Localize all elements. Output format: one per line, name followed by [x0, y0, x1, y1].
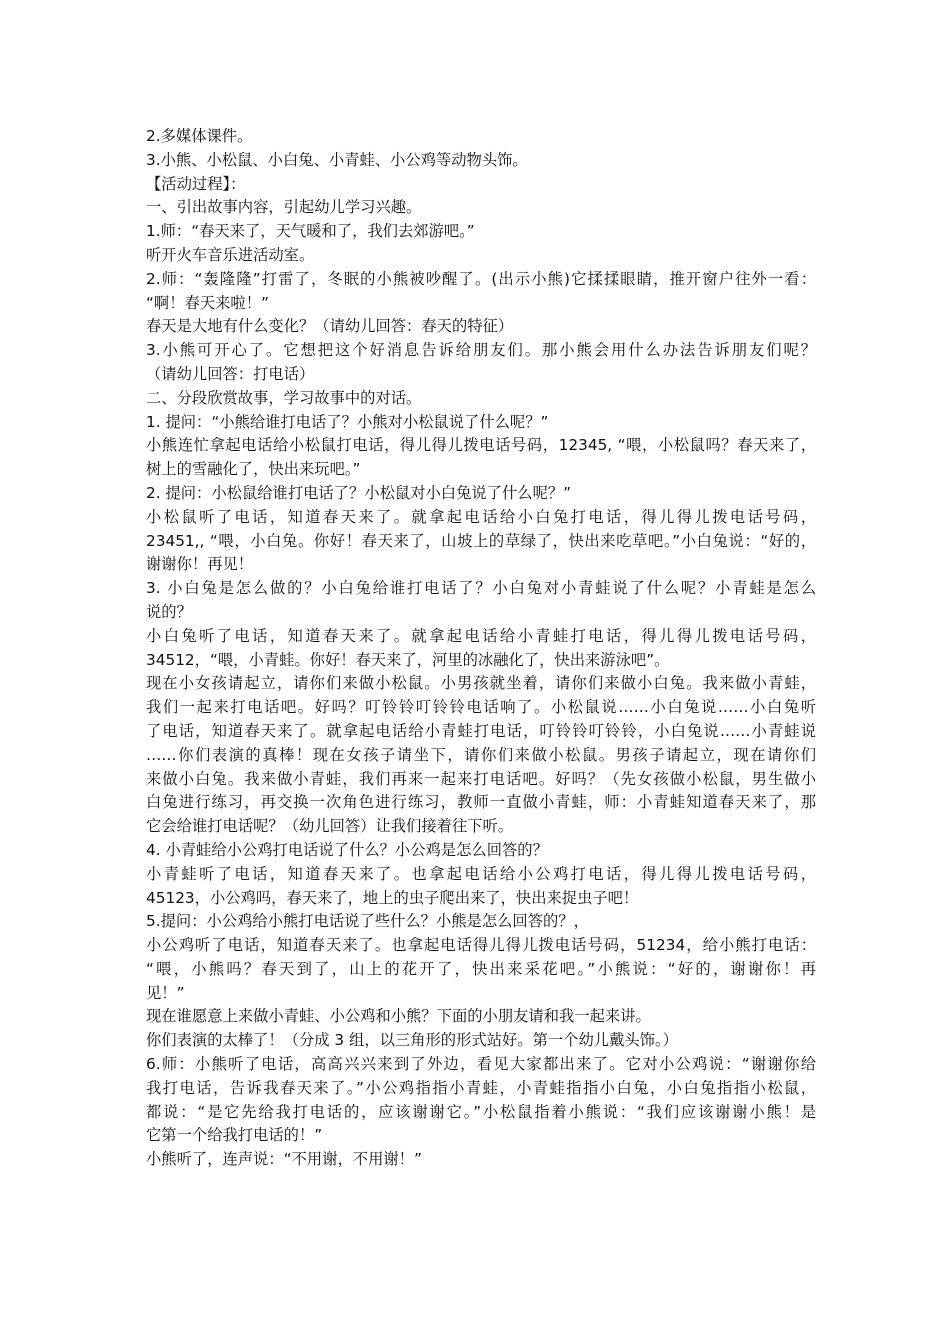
text-line: （请幼儿回答：打电话）	[146, 364, 315, 383]
text-line: 谢谢你！再见！	[146, 555, 254, 574]
text-line: 3. 小白兔是怎么做的？小白兔给谁打电话了？小白兔对小青蛙说了什么呢？小青蛙是怎么	[146, 579, 816, 598]
text-line: 我打电话，告诉我春天来了。”小公鸡指指小青蛙，小青蛙指指小白兔，小白兔指指小松鼠，	[146, 1078, 816, 1097]
text-line: 23451,, “喂，小白兔。你好！春天来了，山坡上的草绿了，快出来吃草吧。”小白兔说：“好的，	[146, 531, 816, 550]
section-heading: 【活动过程】：	[146, 174, 246, 193]
text-line: 6.师：小熊听了电话，高高兴兴来到了外边，看见大家都出来了。它对小公鸡说：“谢谢你给	[146, 1055, 816, 1074]
document-page	[146, 125, 816, 1172]
text-line: 2.多媒体课件。	[146, 127, 253, 145]
section-heading: 一、引出故事内容，引起幼儿学习兴趣。	[146, 198, 422, 217]
text-line: 都说：“是它先给我打电话的，应该谢谢它。”小松鼠指着小熊说：“我们应该谢谢小熊！是	[146, 1102, 816, 1121]
text-line: 小熊听了，连声说：“不用谢，不用谢！”	[146, 1150, 422, 1169]
text-line: 它第一个给我打电话的！”	[146, 1126, 323, 1145]
text-line: 春天是大地有什么变化？（请幼儿回答：春天的特征）	[146, 317, 514, 336]
text-line: “喂，小熊吗？春天到了，山上的花开了，快出来采花吧。”小熊说：“好的，谢谢你！再	[146, 959, 816, 978]
text-line: 来做小白兔。我来做小青蛙，我们再来一起来打电话吧。好吗？（先女孩做小松鼠，男生做小	[146, 769, 816, 788]
text-line: 小熊连忙拿起电话给小松鼠打电话，得儿得儿拨电话号码，12345, “喂，小松鼠吗？春天来了，	[146, 436, 816, 455]
text-line: “啊！春天来啦！”	[146, 293, 269, 312]
text-line: 45123，小公鸡吗，春天来了，地上的虫子爬出来了，快出来捉虫子吧！	[146, 888, 639, 907]
text-line: 小白兔听了电话，知道春天来了。就拿起电话给小青蛙打电话，得儿得儿拨电话号码，	[146, 626, 816, 645]
text-line: 听开火车音乐进活动室。	[146, 245, 315, 264]
text-line: 2.师：“轰隆隆”打雷了，冬眠的小熊被吵醒了。(出示小熊)它揉揉眼睛，推开窗户往外一看：	[146, 269, 816, 288]
text-line: 5.提问：小公鸡给小熊打电话说了些什么？小熊是怎么回答的？，	[146, 912, 589, 931]
text-line: 见！”	[146, 983, 185, 1002]
text-line: 3.小熊、小松鼠、小白兔、小青蛙、小公鸡等动物头饰。	[146, 150, 528, 169]
text-line: 你们表演的太棒了！（分成 3 组，以三角形的形式站好。第一个幼儿戴头饰。）	[146, 1031, 678, 1050]
text-line: 白兔进行练习，再交换一次角色进行练习，教师一直做小青蛙，师：小青蛙知道春天来了，那	[146, 793, 816, 812]
text-line: 树上的雪融化了，快出来玩吧。”	[146, 460, 361, 479]
text-line: 了电话，知道春天来了。就拿起电话给小青蛙打电话，叮铃铃叮铃铃，小白兔说……小青蛙说	[146, 721, 816, 740]
text-line: 4. 小青蛙给小公鸡打电话说了什么？小公鸡是怎么回答的？	[146, 840, 548, 859]
text-line: 它会给谁打电话呢？（幼儿回答）让我们接着往下听。	[146, 817, 514, 836]
text-line: 34512，“喂，小青蛙。你好！春天来了，河里的冰融化了，快出来游泳吧”。	[146, 650, 670, 669]
text-line: 2. 提问：小松鼠给谁打电话了？小松鼠对小白兔说了什么呢？”	[146, 483, 572, 502]
text-line: 我们一起来打电话吧。好吗？叮铃铃叮铃铃电话响了。小松鼠说……小白兔说……小白兔听	[146, 698, 816, 717]
text-line: 现在谁愿意上来做小青蛙、小公鸡和小熊？下面的小朋友请和我一起来讲。	[146, 1007, 651, 1026]
text-line: 现在小女孩请起立，请你们来做小松鼠。小男孩就坐着，请你们来做小白兔。我来做小青蛙，	[146, 674, 816, 693]
text-line: 说的？	[146, 602, 192, 621]
text-line: ……你们表演的真棒！现在女孩子请坐下，请你们来做小松鼠。男孩子请起立，现在请你们	[146, 745, 816, 764]
text-line: 小青蛙听了电话，知道春天来了。也拿起电话给小公鸡打电话，得儿得儿拨电话号码，	[146, 864, 816, 883]
text-line: 小公鸡听了电话，知道春天来了。也拿起电话得儿得儿拨电话号码，51234，给小熊打电话：	[146, 936, 816, 955]
text-line: 1.师：“春天来了，天气暖和了，我们去郊游吧。”	[146, 222, 475, 241]
text-line: 3.小熊可开心了。它想把这个好消息告诉给朋友们。那小熊会用什么办法告诉朋友们呢？	[146, 341, 816, 360]
text-line: 1. 提问：“小熊给谁打电话了？小熊对小松鼠说了什么呢？”	[146, 412, 549, 431]
text-line: 小松鼠听了电话，知道春天来了。就拿起电话给小白兔打电话，得儿得儿拨电话号码，	[146, 507, 816, 526]
section-heading: 二、分段欣赏故事，学习故事中的对话。	[146, 388, 422, 407]
